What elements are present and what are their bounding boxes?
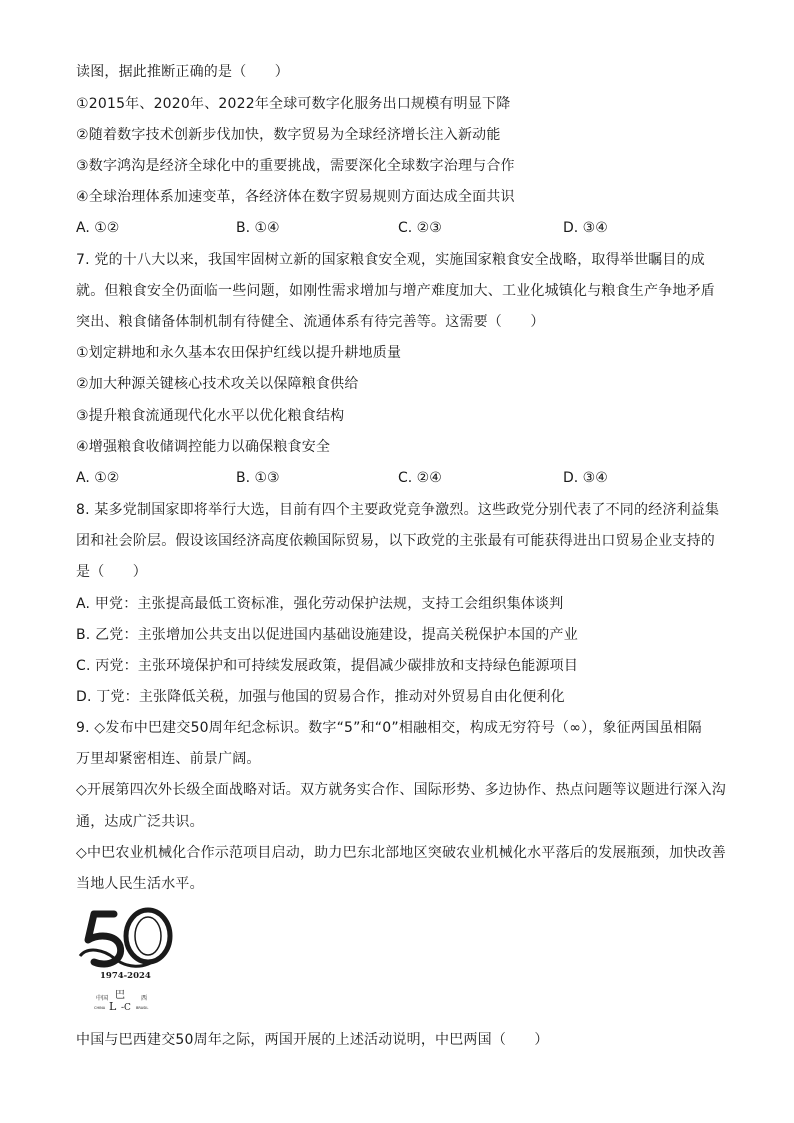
zero-inner-icon (135, 917, 161, 955)
q9-para-line-6: 当地人民生活水平。 (76, 876, 204, 892)
q8-choice-a: A. 甲党：主张提高最低工资标准，强化劳动保护法规，支持工会组织集体谈判 (76, 596, 564, 612)
q9-para-line-4: 通，达成广泛共识。 (76, 814, 204, 830)
option-b: B. ①④ (236, 220, 280, 236)
q8-stem-line-1: 8. 某多党制国家即将举行大选，目前有四个主要政党竞争激烈。这些政党分别代表了不同的经济利益集 (76, 502, 720, 518)
logo-letter-c: -C (121, 1003, 131, 1012)
q7-stem-line-1: 7. 党的十八大以来，我国牢固树立新的国家粮食安全观，实施国家粮食安全战略，取得举世瞩目的成 (76, 252, 706, 268)
q8-choice-d: D. 丁党：主张降低关税，加强与他国的贸易合作，推动对外贸易自由化便利化 (76, 689, 565, 705)
logo-sub-left: CHINA (94, 1006, 106, 1010)
five-shape-icon (88, 914, 121, 964)
option-d: D. ③④ (563, 220, 608, 236)
q8-stem-line-3: 是（ ） (76, 564, 147, 580)
q7-option-b: B. ①③ (236, 470, 280, 486)
q9-stem: 中国与巴西建交50周年之际，两国开展的上述活动说明，中巴两国（ ） (76, 1032, 549, 1048)
statement-1: ①2015年、2020年、2022年全球可数字化服务出口规模有明显下降 (76, 96, 511, 112)
q7-stem-line-2: 就。但粮食安全仍面临一些问题，如刚性需求增加与增产难度加大、工业化城镇化与粮食生产争地矛盾 (76, 283, 715, 299)
statement-3: ③数字鸿沟是经济全球化中的重要挑战，需要深化全球数字治理与合作 (76, 158, 515, 174)
logo-years: 1974-2024 (100, 971, 151, 981)
option-c: C. ②③ (398, 220, 442, 236)
q7-option-a: A. ①② (76, 470, 120, 486)
q7-statement-3: ③提升粮食流通现代化水平以优化粮食结构 (76, 408, 345, 424)
logo-cn-mid: 巴 (115, 990, 125, 1001)
logo-sub-right: BRASIL (136, 1006, 149, 1010)
question-stem: 读图，据此推断正确的是（ ） (76, 64, 289, 80)
logo-cn-left: 中国 (96, 995, 109, 1002)
q9-para-line-2: 万里却紧密相连、前景广阔。 (76, 751, 261, 767)
q9-para-line-1: 9. ◇发布中巴建交50周年纪念标识。数字“5”和“0”相融相交，构成无穷符号（∞），象征两国虽相隔 (76, 720, 702, 736)
zero-shape-icon (126, 910, 170, 962)
q7-statement-4: ④增强粮食收储调控能力以确保粮食安全 (76, 439, 331, 455)
option-a: A. ①② (76, 220, 120, 236)
q9-para-line-5: ◇中巴农业机械化合作示范项目启动，助力巴东北部地区突破农业机械化水平落后的发展瓶颈，加快改善 (76, 845, 726, 861)
q8-choice-c: C. 丙党：主张环境保护和可持续发展政策，提倡减少碳排放和支持绿色能源项目 (76, 658, 579, 674)
statement-4: ④全球治理体系加速变革，各经济体在数字贸易规则方面达成全面共识 (76, 189, 515, 205)
anniversary-logo (74, 906, 184, 1012)
q7-statement-2: ②加大种源关键核心技术攻关以保障粮食供给 (76, 376, 359, 392)
q7-option-c: C. ②④ (398, 470, 442, 486)
q7-statement-1: ①划定耕地和永久基本农田保护红线以提升耕地质量 (76, 345, 402, 361)
q9-para-line-3: ◇开展第四次外长级全面战略对话。双方就务实合作、国际形势、多边协作、热点问题等议题进行深入沟 (76, 782, 726, 798)
logo-letter-l: L (109, 1000, 117, 1012)
statement-2: ②随着数字技术创新步伐加快，数字贸易为全球经济增长注入新动能 (76, 127, 501, 143)
q7-option-d: D. ③④ (563, 470, 608, 486)
q8-choice-b: B. 乙党：主张增加公共支出以促进国内基础设施建设，提高关税保护本国的产业 (76, 627, 578, 643)
logo-cn-right: 西 (141, 995, 148, 1002)
q8-stem-line-2: 团和社会阶层。假设该国经济高度依赖国际贸易，以下政党的主张最有可能获得进出口贸易企业支持的 (76, 533, 715, 549)
q7-stem-line-3: 突出、粮食储备体制机制有待健全、流通体系有待完善等。这需要（ ） (76, 314, 545, 330)
